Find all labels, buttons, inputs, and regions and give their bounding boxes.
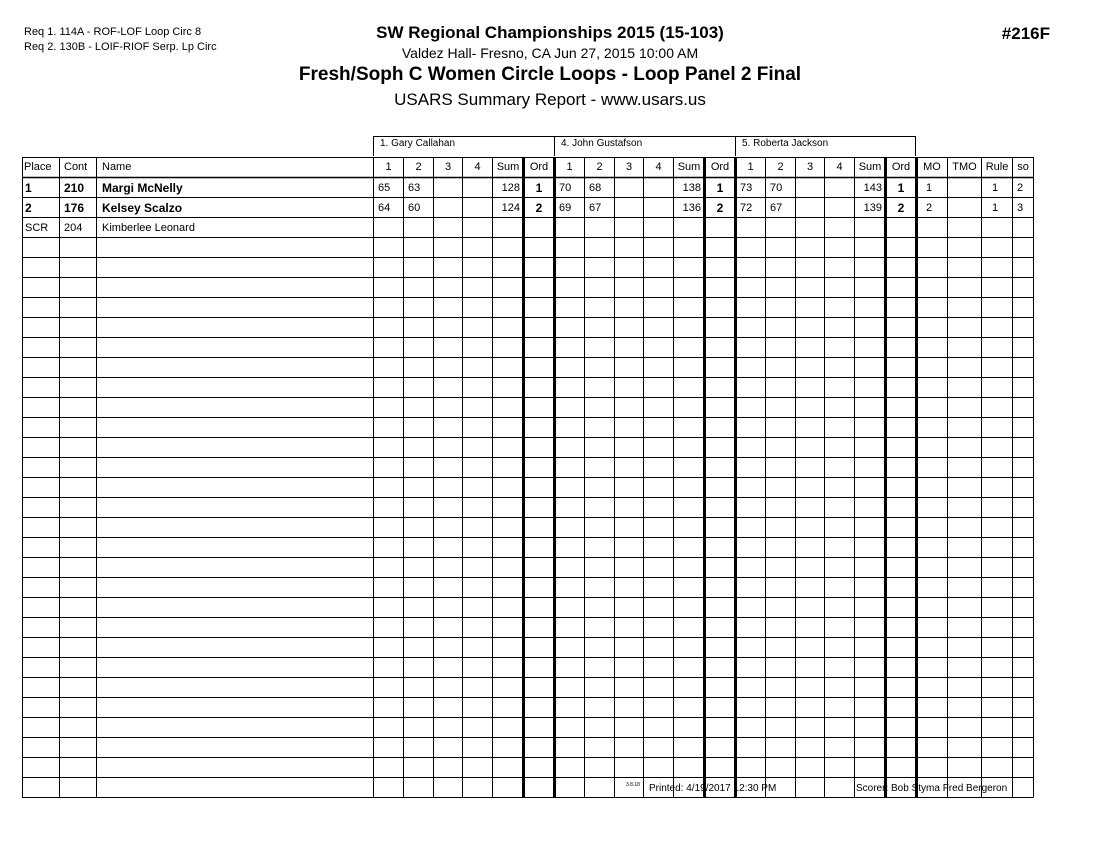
row-cont: 176 [64,201,85,215]
judge-header-2: 4. John Gustafson [554,136,736,156]
header-judge-3-col-4: 4 [836,161,843,173]
header-judge-3-col-6: Ord [891,161,911,173]
row-score-2: 67 [589,202,602,214]
row-ord: 2 [535,201,543,215]
header-judge-2-col-5: Sum [677,161,701,173]
competition-title: SW Regional Championships 2015 (15-103) [376,23,724,42]
row-name: Margi McNelly [102,181,183,195]
row-rule [992,218,1010,238]
row-sum: 143 [863,182,882,194]
row-score-1: 70 [559,182,572,194]
header-judge-1-col-1: 1 [385,161,392,173]
row-score-1: 72 [740,202,753,214]
header-cont: Cont [64,161,88,173]
row-cont: 210 [64,181,85,195]
row-mo: 2 [926,202,933,214]
row-ord: 1 [716,181,724,195]
header-judge-1-col-3: 3 [444,161,452,173]
header-mo: MO [923,161,941,173]
row-ord: 2 [897,201,905,215]
header-judge-2-col-1: 1 [566,161,573,173]
printed-timestamp: Printed: 4/19/2017 12:30 PM [649,783,777,794]
header-place: Place [24,161,52,173]
report-title: USARS Summary Report - www.usars.us [394,90,706,109]
header-name: Name [102,161,132,173]
requirement-2: Req 2. 130B - LOIF-RIOF Serp. Lp Circ [24,41,217,53]
row-name: Kimberlee Leonard [102,222,195,234]
header-judge-3-col-5: Sum [858,161,882,173]
row-ord: 1 [535,181,543,195]
requirement-1: Req 1. 114A - ROF-LOF Loop Circ 8 [24,26,202,38]
row-sum: 139 [863,202,882,214]
row-rule: 1 [992,202,999,214]
row-score-2: 70 [770,182,783,194]
row-name: Kelsey Scalzo [102,201,183,215]
row-score-2: 63 [408,182,421,194]
software-version: 3.8.18 [626,782,640,788]
row-so: 2 [1017,182,1024,194]
event-number: #216F [1001,24,1050,43]
header-judge-2-col-3: 3 [625,161,633,173]
row-tmo [951,198,979,218]
row-score-1: 73 [740,182,753,194]
row-tmo [951,218,979,238]
header-judge-2-col-2: 2 [596,161,603,173]
row-mo: 1 [926,182,933,194]
row-so: 3 [1017,202,1024,214]
header-judge-1-col-4: 4 [474,161,481,173]
row-place: 2 [25,201,32,215]
judge-header-3: 5. Roberta Jackson [735,136,916,156]
row-sum: 136 [682,202,701,214]
row-tmo [951,178,979,198]
row-score-1: 65 [378,182,391,194]
row-place: 1 [25,181,32,195]
judge-header-1: 1. Gary Callahan [373,136,555,156]
header-judge-1-col-6: Ord [529,161,549,173]
header-judge-1-col-2: 2 [415,161,422,173]
row-sum: 128 [501,182,520,194]
row-sum: 138 [682,182,701,194]
row-score-2: 67 [770,202,783,214]
header-rule: Rule [985,161,1009,173]
event-title: Fresh/Soph C Women Circle Loops - Loop Panel 2 Final [298,64,802,85]
row-sum: 124 [501,202,520,214]
header-so: so [1017,161,1029,173]
header-tmo: TMO [952,161,977,173]
row-mo [926,218,946,238]
row-score-1: 69 [559,202,572,214]
row-score-2: 68 [589,182,602,194]
header-judge-2-col-6: Ord [710,161,730,173]
row-so [1017,218,1033,238]
header-judge-3-col-3: 3 [806,161,814,173]
venue-datetime: Valdez Hall- Fresno, CA Jun 27, 2015 10:00 AM [401,45,699,61]
header-judge-3-col-1: 1 [747,161,754,173]
scorer-names: Scorer: Bob Styma Fred Bergeron [856,783,1008,794]
row-place: SCR [25,222,49,234]
row-score-1: 64 [378,202,391,214]
header-judge-2-col-4: 4 [655,161,662,173]
row-score-2: 60 [408,202,421,214]
row-ord: 1 [897,181,905,195]
row-cont: 204 [64,222,83,234]
header-judge-3-col-2: 2 [777,161,784,173]
row-ord: 2 [716,201,724,215]
header-judge-1-col-5: Sum [496,161,520,173]
row-rule: 1 [992,182,999,194]
